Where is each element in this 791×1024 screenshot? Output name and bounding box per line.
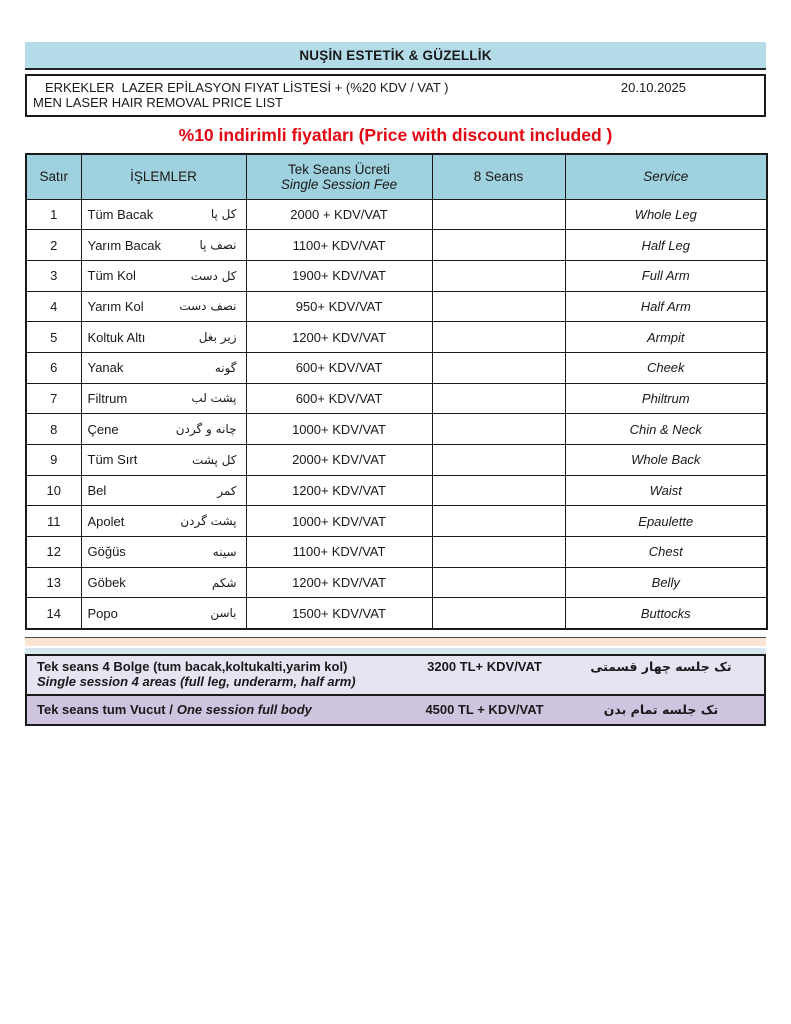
procedure-name-fa: شکم [211, 575, 237, 590]
page-content [25, 42, 766, 726]
title-line-1 [33, 80, 758, 95]
single-session-fee: 600+ KDV/VAT [246, 383, 432, 414]
procedure-name-tr: Yarım Kol [87, 298, 144, 314]
column-header-8-sessions: 8 Seans [432, 154, 565, 199]
single-session-fee: 1100+ KDV/VAT [246, 537, 432, 568]
sessions-8-cell [432, 598, 565, 629]
procedure-name-tr: Göbek [87, 575, 126, 591]
table-row [26, 383, 767, 414]
single-session-fee: 2000 + KDV/VAT [246, 199, 432, 230]
table-row [26, 598, 767, 629]
table-row [26, 445, 767, 476]
package-price: 3200 TL+ KDV/VAT [427, 658, 542, 674]
sessions-8-cell [432, 199, 565, 230]
sessions-8-cell [432, 537, 565, 568]
procedure-cell [81, 598, 246, 629]
service-name: Buttocks [565, 598, 767, 629]
procedure-name-fa: کمر [217, 483, 237, 498]
sessions-8-cell [432, 230, 565, 261]
table-row [26, 567, 767, 598]
procedure-cell [81, 352, 246, 383]
single-session-fee: 950+ KDV/VAT [246, 291, 432, 322]
packages-section [25, 654, 766, 726]
procedure-cell [81, 291, 246, 322]
procedure-cell [81, 260, 246, 291]
sessions-8-cell [432, 260, 565, 291]
price-table [25, 153, 768, 630]
table-row [26, 199, 767, 230]
procedure-name-tr: Tüm Kol [87, 268, 136, 284]
row-number: 5 [26, 322, 81, 353]
column-header-fee [246, 154, 432, 199]
single-session-fee: 600+ KDV/VAT [246, 352, 432, 383]
single-session-fee: 1000+ KDV/VAT [246, 506, 432, 537]
procedure-name-fa: پشت گردن [180, 514, 237, 529]
row-number: 4 [26, 291, 81, 322]
table-row [26, 475, 767, 506]
table-row [26, 291, 767, 322]
service-name: Belly [565, 567, 767, 598]
service-name: Whole Leg [565, 199, 767, 230]
procedure-name-tr: Apolet [87, 513, 125, 529]
table-row [26, 230, 767, 261]
package-row [27, 656, 764, 696]
single-session-fee: 1000+ KDV/VAT [246, 414, 432, 445]
table-row [26, 506, 767, 537]
procedure-name-tr: Popo [87, 605, 118, 621]
service-name: Armpit [565, 322, 767, 353]
sessions-8-cell [432, 383, 565, 414]
procedure-name-tr: Tüm Sırt [87, 452, 138, 468]
service-name: Waist [565, 475, 767, 506]
row-number: 10 [26, 475, 81, 506]
package-title-en: One session full body [176, 702, 312, 718]
procedure-name-tr: Çene [87, 421, 119, 437]
package-title-tr: Tek seans tum Vucut / [37, 702, 173, 718]
page-title: ERKEKLER LAZER EPİLASYON FIYAT LİSTESİ + (%20 KDV / VAT ) [45, 80, 449, 95]
single-session-fee: 2000+ KDV/VAT [246, 445, 432, 476]
service-name: Full Arm [565, 260, 767, 291]
procedure-name-fa: سینه [212, 544, 237, 559]
procedure-name-tr: Yarım Bacak [87, 237, 161, 253]
procedure-name-fa: پشت لب [191, 391, 237, 406]
column-header-procedures: İŞLEMLER [81, 154, 246, 199]
procedure-name-fa: چانه و گردن [175, 422, 237, 437]
page-subtitle: MEN LASER HAIR REMOVAL PRICE LIST [33, 95, 283, 110]
sessions-8-cell [432, 506, 565, 537]
table-row [26, 537, 767, 568]
service-name: Cheek [565, 352, 767, 383]
package-title-fa: تک جلسه چهار قسمتی [590, 658, 732, 674]
price-table-header [26, 154, 767, 199]
row-number: 9 [26, 445, 81, 476]
procedure-cell [81, 414, 246, 445]
procedure-cell [81, 567, 246, 598]
procedure-name-fa: گونه [214, 360, 237, 375]
discount-note: %10 indirimli fiyatları (Price with discount included ) [178, 125, 613, 145]
single-session-fee: 1500+ KDV/VAT [246, 598, 432, 629]
procedure-name-tr: Bel [87, 483, 107, 499]
sessions-8-cell [432, 445, 565, 476]
procedure-name-fa: نصف دست [179, 299, 237, 314]
procedure-name-fa: کل پا [210, 207, 237, 222]
package-title [27, 702, 397, 717]
service-name: Whole Back [565, 445, 767, 476]
row-number: 3 [26, 260, 81, 291]
sessions-8-cell [432, 352, 565, 383]
procedure-cell [81, 383, 246, 414]
package-price: 4500 TL + KDV/VAT [425, 702, 544, 718]
table-row [26, 260, 767, 291]
table-row [26, 322, 767, 353]
row-number: 13 [26, 567, 81, 598]
document-date: 20.10.2025 [620, 80, 686, 95]
sessions-8-cell [432, 567, 565, 598]
sessions-8-cell [432, 322, 565, 353]
service-name: Half Leg [565, 230, 767, 261]
brand-bar [25, 42, 766, 70]
table-row [26, 414, 767, 445]
table-row [26, 352, 767, 383]
service-name: Half Arm [565, 291, 767, 322]
column-header-row: Satır [26, 154, 81, 199]
row-number: 12 [26, 537, 81, 568]
row-number: 11 [26, 506, 81, 537]
procedure-cell [81, 506, 246, 537]
procedure-cell [81, 445, 246, 476]
service-name: Epaulette [565, 506, 767, 537]
separator-band-cream [25, 638, 766, 648]
package-row [27, 696, 764, 724]
service-name: Chest [565, 537, 767, 568]
procedure-cell [81, 230, 246, 261]
package-title [27, 659, 397, 690]
procedure-name-tr: Yanak [87, 360, 124, 376]
row-number: 2 [26, 230, 81, 261]
single-session-fee: 1200+ KDV/VAT [246, 322, 432, 353]
sessions-8-cell [432, 475, 565, 506]
procedure-cell [81, 537, 246, 568]
sessions-8-cell [432, 414, 565, 445]
procedure-cell [81, 199, 246, 230]
procedure-name-tr: Göğüs [87, 544, 126, 560]
procedure-name-fa: کل پشت [192, 452, 237, 467]
procedure-name-fa: زیر بغل [198, 330, 237, 345]
single-session-fee: 1200+ KDV/VAT [246, 567, 432, 598]
procedure-name-tr: Tüm Bacak [87, 206, 154, 222]
service-name: Chin & Neck [565, 414, 767, 445]
procedure-name-fa: کل دست [190, 268, 237, 283]
procedure-name-fa: باسن [210, 606, 237, 621]
row-number: 14 [26, 598, 81, 629]
title-box [25, 74, 766, 117]
row-number: 7 [26, 383, 81, 414]
procedure-cell [81, 322, 246, 353]
column-header-service: Service [565, 154, 767, 199]
column-header-fee-line1: Tek Seans Ücreti [287, 161, 391, 177]
procedure-name-fa: نصف پا [199, 238, 237, 253]
single-session-fee: 1100+ KDV/VAT [246, 230, 432, 261]
single-session-fee: 1900+ KDV/VAT [246, 260, 432, 291]
package-title-fa: تک جلسه تمام بدن [603, 702, 719, 718]
brand-name: NUŞİN ESTETİK & GÜZELLİK [299, 47, 492, 63]
column-header-fee-line2: Single Session Fee [280, 176, 398, 192]
procedure-cell [81, 475, 246, 506]
service-name: Philtrum [565, 383, 767, 414]
package-title-en: Single session 4 areas (full leg, underarm, half arm) [37, 673, 356, 689]
sessions-8-cell [432, 291, 565, 322]
procedure-name-tr: Filtrum [87, 390, 128, 406]
package-title-tr: Tek seans 4 Bolge (tum bacak,koltukalti,yarim kol) [37, 658, 348, 674]
procedure-name-tr: Koltuk Altı [87, 329, 146, 345]
row-number: 1 [26, 199, 81, 230]
row-number: 6 [26, 352, 81, 383]
single-session-fee: 1200+ KDV/VAT [246, 475, 432, 506]
row-number: 8 [26, 414, 81, 445]
